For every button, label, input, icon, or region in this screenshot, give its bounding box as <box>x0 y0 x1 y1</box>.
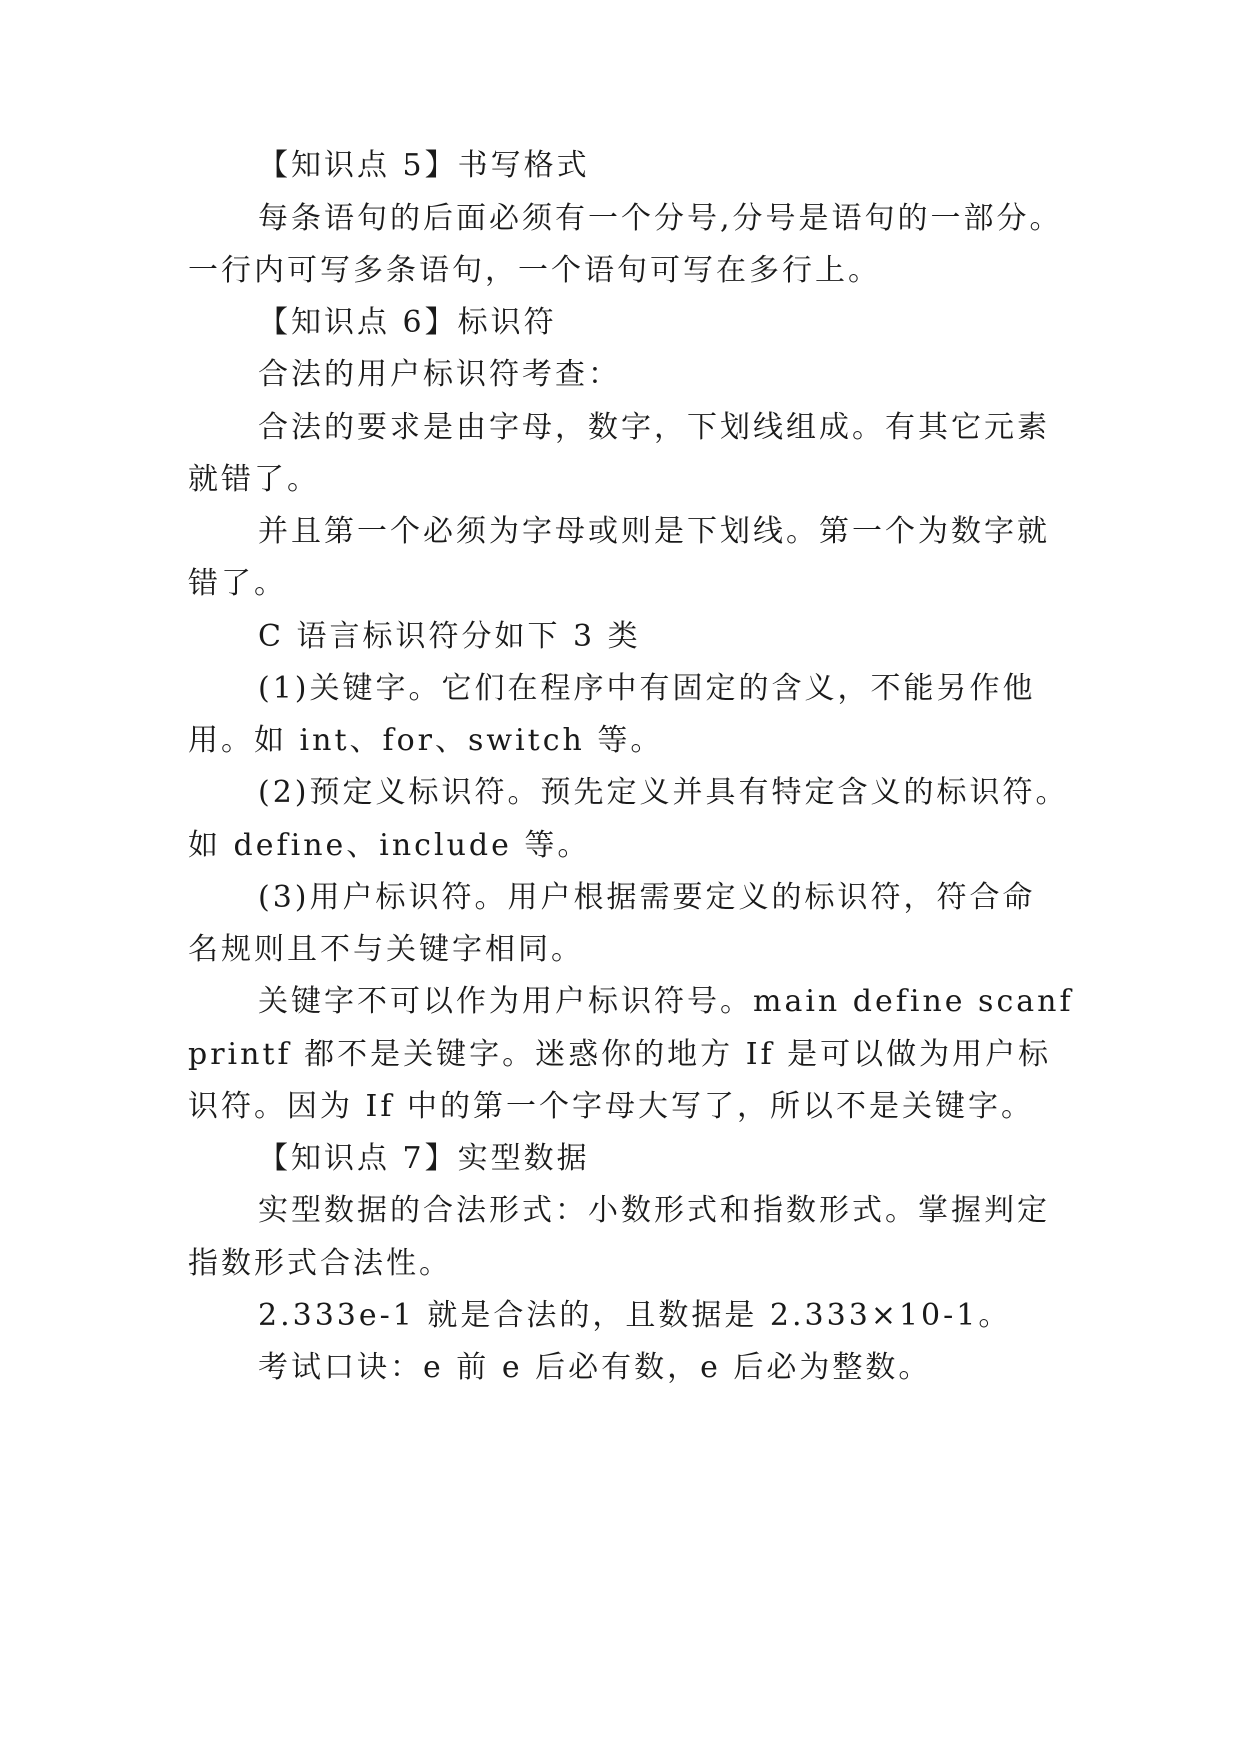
paragraph-line: 指数形式合法性。 <box>188 1246 452 1281</box>
section-heading-5: 【知识点 5】书写格式 <box>258 148 590 183</box>
paragraph-line: C 语言标识符分如下 3 类 <box>258 619 641 654</box>
paragraph-line: 2.333e-1 就是合法的，且数据是 2.333×10-1。 <box>258 1298 1012 1333</box>
paragraph-line: 考试口诀：e 前 e 后必有数，e 后必为整数。 <box>258 1350 932 1385</box>
paragraph-line: 名规则且不与关键字相同。 <box>188 932 584 967</box>
paragraph-line: 并且第一个必须为字母或则是下划线。第一个为数字就 <box>258 514 1050 549</box>
paragraph-line: (3)用户标识符。用户根据需要定义的标识符，符合命 <box>258 880 1036 915</box>
paragraph-line: 每条语句的后面必须有一个分号,分号是语句的一部分。 <box>258 201 1063 236</box>
section-heading-7: 【知识点 7】实型数据 <box>258 1141 590 1176</box>
paragraph-line: (1)关键字。它们在程序中有固定的含义，不能另作他 <box>258 671 1036 706</box>
paragraph-line: 用。如 int、for、switch 等。 <box>188 723 664 758</box>
paragraph-line: 就错了。 <box>188 462 320 497</box>
paragraph-line: (2)预定义标识符。预先定义并具有特定含义的标识符。 <box>258 775 1069 810</box>
paragraph-line: 如 define、include 等。 <box>188 828 591 863</box>
section-heading-6: 【知识点 6】标识符 <box>258 305 557 340</box>
paragraph-line: 合法的要求是由字母，数字，下划线组成。有其它元素 <box>258 410 1050 445</box>
paragraph-line: 实型数据的合法形式：小数形式和指数形式。掌握判定 <box>258 1193 1050 1228</box>
paragraph-line: 一行内可写多条语句，一个语句可写在多行上。 <box>188 253 881 288</box>
paragraph-line: 识符。因为 If 中的第一个字母大写了，所以不是关键字。 <box>188 1089 1035 1124</box>
paragraph-line: printf 都不是关键字。迷惑你的地方 If 是可以做为用户标 <box>188 1037 1052 1072</box>
paragraph-line: 关键字不可以作为用户标识符号。main define scanf <box>258 984 1074 1019</box>
paragraph-line: 合法的用户标识符考查： <box>258 357 621 392</box>
paragraph-line: 错了。 <box>188 566 287 601</box>
